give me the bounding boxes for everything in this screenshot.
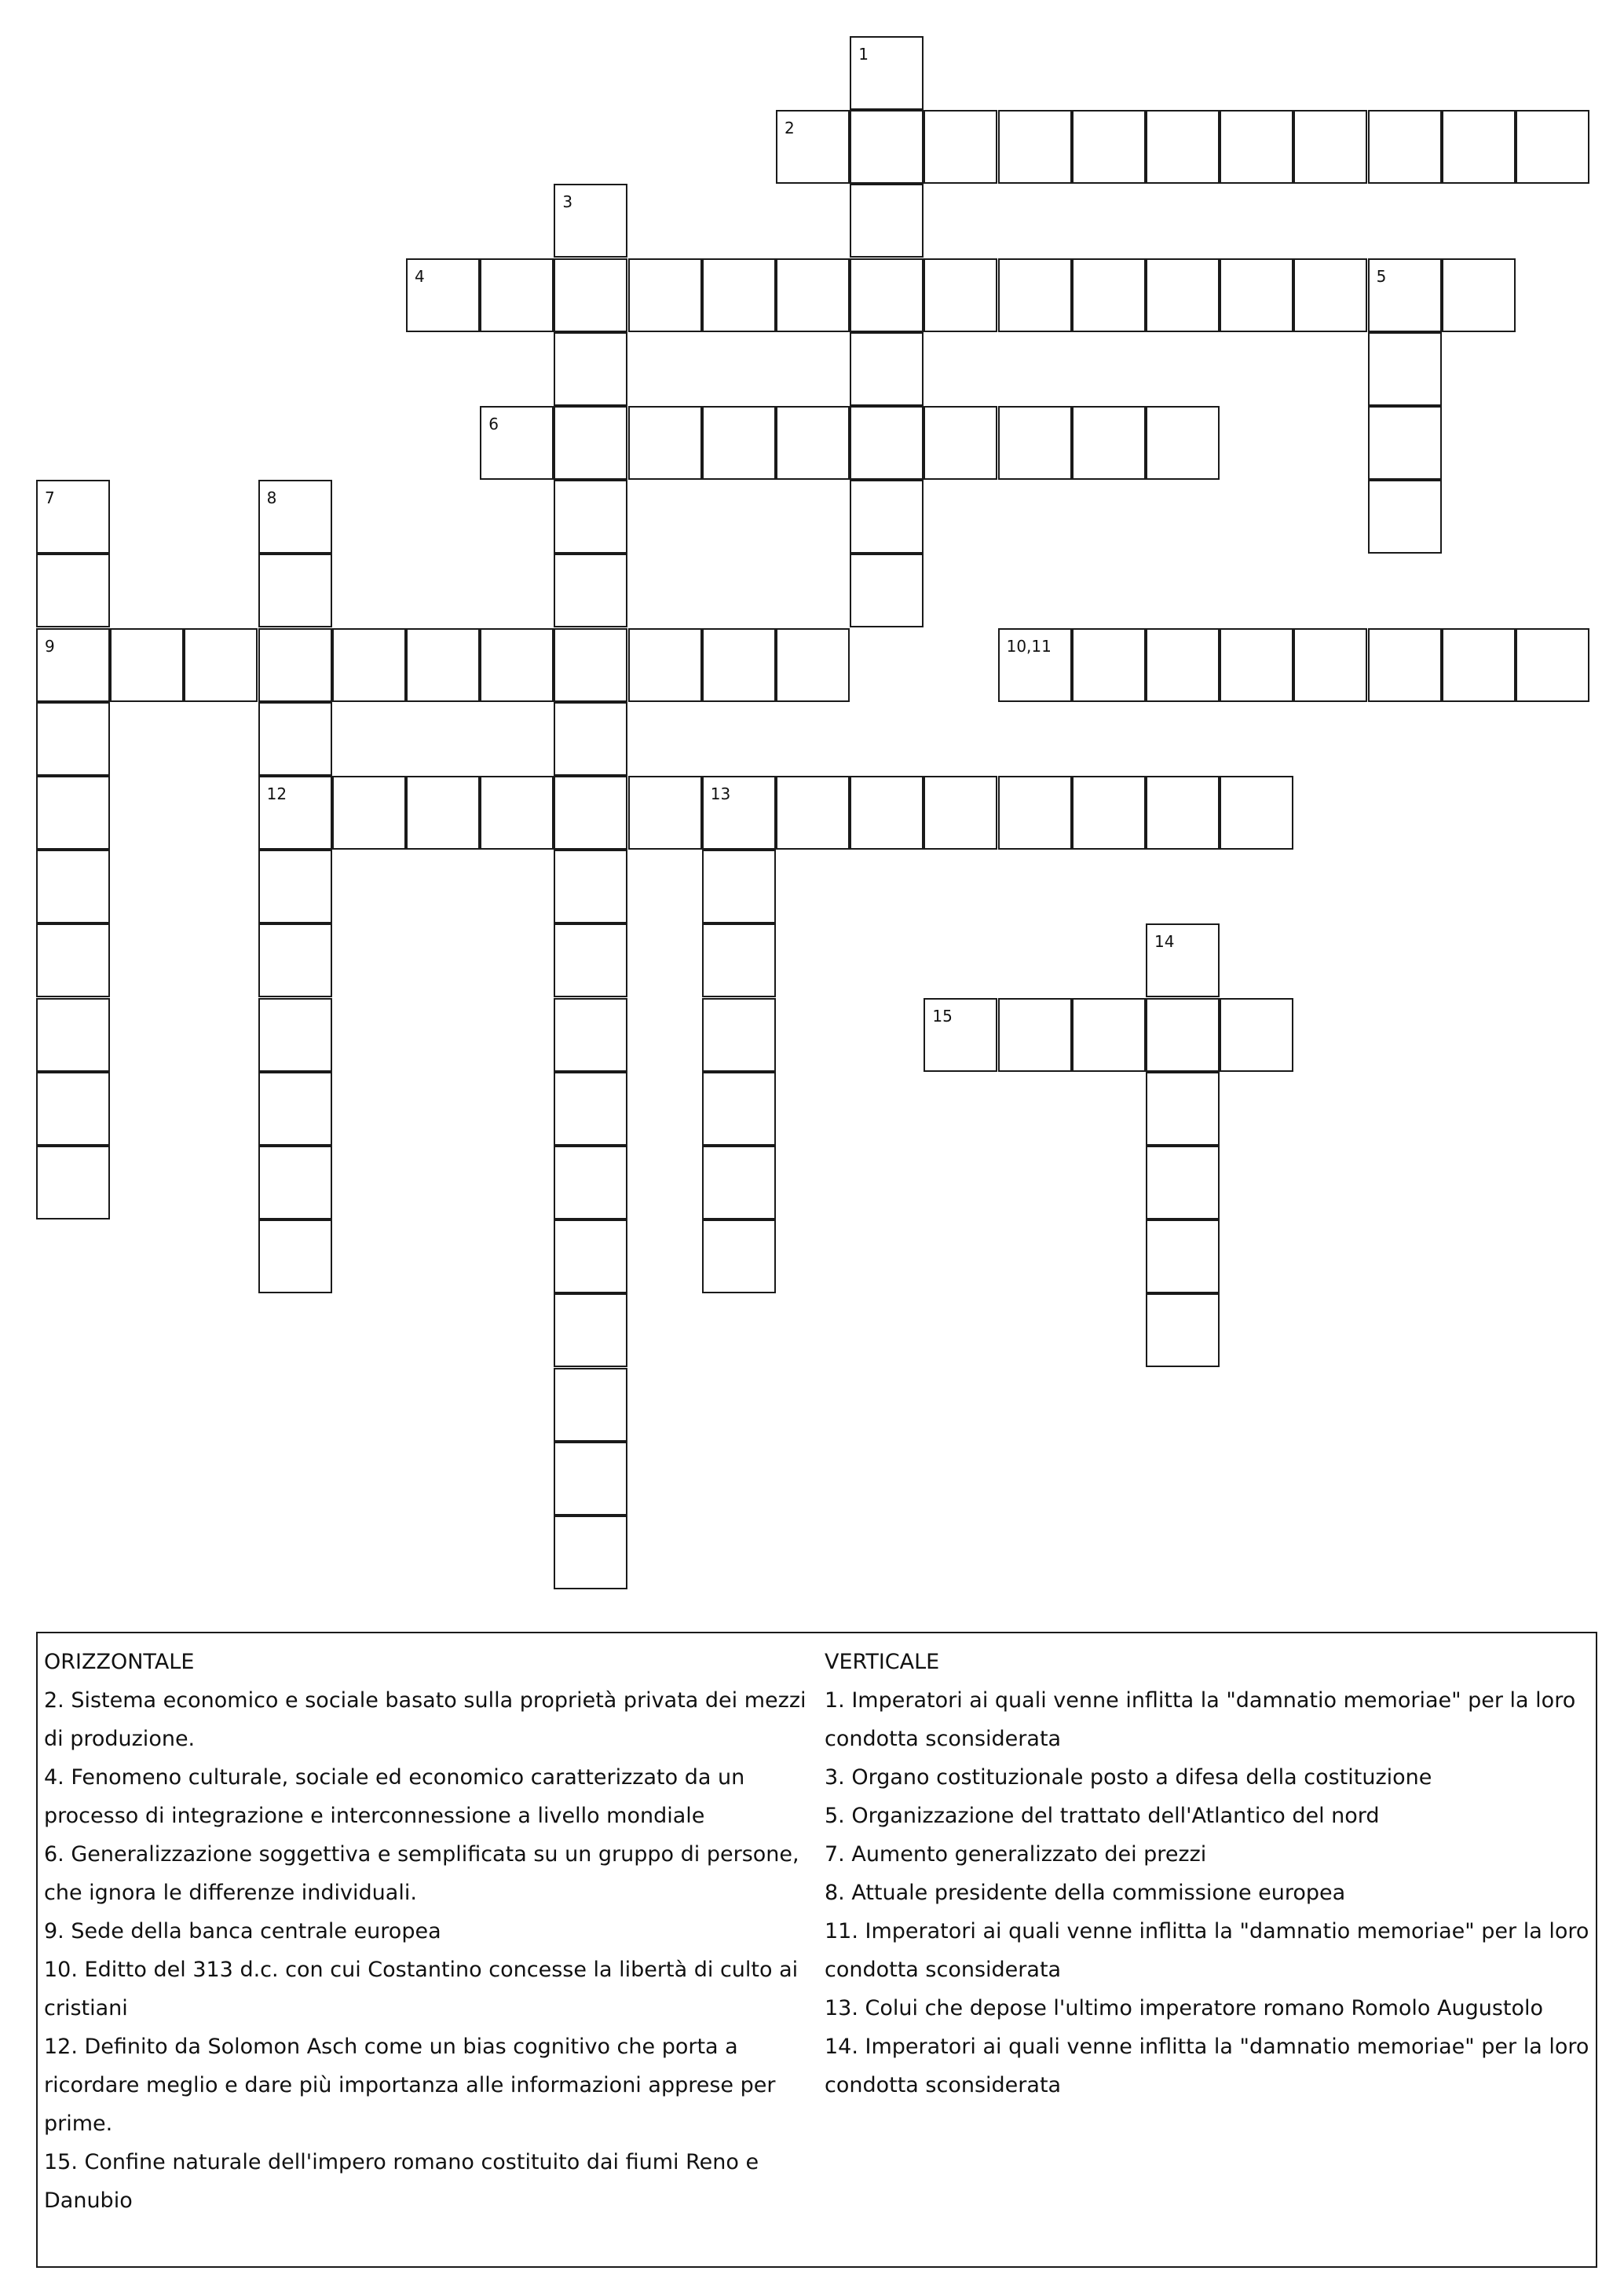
crossword-cell[interactable] [554, 332, 627, 406]
clue-number-label: 2 [785, 119, 795, 138]
clue-number-label: 13 [710, 784, 731, 803]
crossword-cell[interactable] [1220, 998, 1293, 1072]
clue-v1: 1. Imperatori ai quali venne inflitta la "damnatio memoriae" per la loro condotta sconsiderata [825, 1688, 1576, 1751]
crossword-cell[interactable] [184, 628, 258, 702]
crossword-cell[interactable] [406, 776, 480, 850]
crossword-cell[interactable] [258, 923, 332, 997]
clue-number-label: 4 [415, 266, 425, 286]
crossword-cell[interactable] [36, 850, 110, 923]
crossword-cell[interactable] [1293, 628, 1367, 702]
crossword-cell[interactable] [998, 110, 1072, 184]
clue-h12: 12. Definito da Solomon Asch come un bias cognitivo che porta a ricordare meglio e dare più importanza alle informazioni apprese per prime. [44, 2035, 776, 2136]
crossword-cell[interactable] [702, 406, 776, 480]
crossword-cell[interactable] [1220, 628, 1293, 702]
clue-number-label: 5 [1376, 266, 1387, 286]
crossword-cell[interactable] [628, 776, 702, 850]
crossword-cell[interactable] [406, 628, 480, 702]
crossword-cell[interactable] [702, 1219, 776, 1293]
crossword-cell[interactable] [554, 258, 627, 332]
crossword-cell[interactable] [332, 628, 406, 702]
crossword-cell[interactable] [480, 258, 554, 332]
crossword-cell[interactable] [702, 923, 776, 997]
clue-number-label: 15 [932, 1006, 953, 1026]
crossword-cell[interactable] [258, 1072, 332, 1146]
clue-v5: 5. Organizzazione del trattato dell'Atlantico del nord [825, 1804, 1380, 1828]
crossword-cell[interactable] [702, 998, 776, 1072]
crossword-cell[interactable] [1442, 628, 1516, 702]
clue-number-label: 6 [488, 415, 499, 433]
crossword-cell[interactable] [998, 258, 1072, 332]
crossword-cell[interactable] [1072, 628, 1146, 702]
clue-number-label: 8 [266, 488, 277, 508]
crossword-cell[interactable] [1368, 406, 1442, 480]
crossword-cell[interactable] [554, 1146, 627, 1219]
crossword-cell[interactable] [702, 1146, 776, 1219]
crossword-cell[interactable] [554, 923, 627, 997]
clue-number-label: 9 [45, 636, 55, 656]
clue-v11: 11. Imperatori ai quali venne inflitta la "damnatio memoriae" per la loro condotta sconsiderata [825, 1919, 1589, 1982]
crossword-cell[interactable] [554, 1219, 627, 1293]
crossword-cell[interactable] [1072, 110, 1146, 184]
crossword-cell[interactable] [850, 406, 924, 480]
clue-v13: 13. Colui che depose l'ultimo imperatore romano Romolo Augustolo [825, 1996, 1544, 2020]
crossword-cell[interactable] [332, 776, 406, 850]
crossword-cell[interactable] [1220, 258, 1293, 332]
crossword-cell[interactable] [1072, 406, 1146, 480]
crossword-cell[interactable] [1146, 628, 1220, 702]
crossword-cell[interactable] [36, 776, 110, 850]
crossword-cell[interactable] [258, 554, 332, 627]
crossword-cell[interactable] [850, 554, 924, 627]
crossword-cell[interactable] [1516, 628, 1589, 702]
horizontal-clues [44, 1643, 821, 2220]
crossword-cell[interactable] [554, 406, 627, 480]
crossword-cell[interactable] [1293, 110, 1367, 184]
clue-h6: 6. Generalizzazione soggettiva e semplificata su un gruppo di persone, che ignora le differenze individuali. [44, 1842, 799, 1905]
clue-number-label: 7 [45, 488, 55, 508]
crossword-cell[interactable] [1146, 110, 1220, 184]
crossword-cell[interactable] [1368, 332, 1442, 406]
crossword-cell[interactable] [628, 628, 702, 702]
crossword-cell[interactable] [850, 480, 924, 554]
crossword-cell[interactable] [554, 776, 627, 850]
clues-box [36, 1632, 1597, 2268]
crossword-cell[interactable] [554, 554, 627, 627]
crossword-cell[interactable] [924, 258, 997, 332]
crossword-cell[interactable] [776, 776, 850, 850]
crossword-cell[interactable] [1146, 1219, 1220, 1293]
crossword-cell[interactable] [554, 1368, 627, 1442]
clue-v7: 7. Aumento generalizzato dei prezzi [825, 1842, 1207, 1867]
crossword-cell[interactable] [1072, 258, 1146, 332]
crossword-cell[interactable] [1146, 258, 1220, 332]
clue-h2: 2. Sistema economico e sociale basato sulla proprietà privata dei mezzi di produzione. [44, 1688, 807, 1751]
crossword-cell[interactable] [1146, 776, 1220, 850]
crossword-cell[interactable] [554, 702, 627, 776]
crossword-cell[interactable] [258, 850, 332, 923]
clue-v3: 3. Organo costituzionale posto a difesa della costituzione [825, 1765, 1432, 1790]
clue-v8: 8. Attuale presidente della commissione europea [825, 1881, 1346, 1905]
crossword-cell[interactable] [480, 628, 554, 702]
crossword-cell[interactable] [554, 480, 627, 554]
crossword-cell[interactable] [1146, 406, 1220, 480]
horizontal-title: ORIZZONTALE [44, 1650, 195, 1674]
clue-number-label: 1 [858, 45, 869, 64]
crossword-cell[interactable] [776, 258, 850, 332]
vertical-title: VERTICALE [825, 1650, 940, 1674]
crossword-cell[interactable] [850, 332, 924, 406]
crossword-cell[interactable] [554, 628, 627, 702]
crossword-cell[interactable] [1220, 110, 1293, 184]
crossword-cell[interactable] [36, 702, 110, 776]
crossword-cell[interactable] [258, 1219, 332, 1293]
crossword-cell[interactable] [110, 628, 184, 702]
crossword-cell[interactable] [850, 110, 924, 184]
crossword-cell[interactable] [776, 406, 850, 480]
crossword-cell[interactable] [36, 554, 110, 627]
crossword-cell[interactable] [998, 776, 1072, 850]
crossword-cell[interactable] [776, 628, 850, 702]
crossword-cell[interactable] [554, 1293, 627, 1367]
crossword-cell[interactable] [36, 923, 110, 997]
crossword-cell[interactable] [554, 1442, 627, 1516]
clue-number-label: 12 [266, 784, 287, 803]
crossword-cell[interactable] [1516, 110, 1589, 184]
crossword-cell[interactable] [258, 1146, 332, 1219]
crossword-cell[interactable] [628, 406, 702, 480]
clue-v14: 14. Imperatori ai quali venne inflitta la "damnatio memoriae" per la loro condotta sconsiderata [825, 2035, 1589, 2097]
crossword-cell[interactable] [702, 628, 776, 702]
crossword-cell[interactable] [702, 850, 776, 923]
crossword-cell[interactable] [924, 110, 997, 184]
crossword-cell[interactable] [1293, 258, 1367, 332]
crossword-cell[interactable] [554, 1516, 627, 1589]
crossword-cell[interactable] [1442, 110, 1516, 184]
crossword-cell[interactable] [554, 850, 627, 923]
clue-h4: 4. Fenomeno culturale, sociale ed economico caratterizzato da un processo di integrazione e interconnessione a livello mondiale [44, 1765, 745, 1828]
crossword-cell[interactable] [258, 998, 332, 1072]
clue-number-label: 3 [562, 192, 573, 212]
crossword-cell[interactable] [1146, 1072, 1220, 1146]
crossword-cell[interactable] [850, 258, 924, 332]
clue-number-label: 14 [1154, 932, 1175, 952]
crossword-cell[interactable] [1442, 258, 1516, 332]
crossword-cell[interactable] [998, 406, 1072, 480]
clue-h15: 15. Confine naturale dell'impero romano costituito dai fiumi Reno e Danubio [44, 2150, 759, 2213]
crossword-cell[interactable] [1146, 1146, 1220, 1219]
crossword-cell[interactable] [628, 258, 702, 332]
crossword-cell[interactable] [1368, 110, 1442, 184]
crossword-cell[interactable] [1072, 998, 1146, 1072]
crossword-cell[interactable] [258, 628, 332, 702]
crossword-cell[interactable] [554, 998, 627, 1072]
crossword-cell[interactable] [1146, 998, 1220, 1072]
crossword-cell[interactable] [702, 258, 776, 332]
crossword-cell[interactable] [36, 998, 110, 1072]
crossword-cell[interactable] [554, 1072, 627, 1146]
crossword-cell[interactable] [36, 1072, 110, 1146]
crossword-cell[interactable] [1146, 1293, 1220, 1367]
crossword-cell[interactable] [1220, 776, 1293, 850]
crossword-cell[interactable] [850, 184, 924, 258]
crossword-cell[interactable] [1072, 776, 1146, 850]
crossword-cell[interactable] [258, 702, 332, 776]
crossword-cell[interactable] [998, 998, 1072, 1072]
crossword-cell[interactable] [36, 1146, 110, 1219]
crossword-cell[interactable] [702, 1072, 776, 1146]
crossword-cell[interactable] [924, 406, 997, 480]
clue-h9: 9. Sede della banca centrale europea [44, 1919, 441, 1943]
crossword-cell[interactable] [1368, 628, 1442, 702]
clue-number-label: 10,11 [1006, 636, 1052, 656]
crossword-cell[interactable] [924, 776, 997, 850]
crossword-cell[interactable] [850, 776, 924, 850]
crossword-cell[interactable] [480, 776, 554, 850]
vertical-clues [825, 1643, 1594, 2104]
clue-h10: 10. Editto del 313 d.c. con cui Costantino concesse la libertà di culto ai cristiani [44, 1958, 799, 2020]
crossword-cell[interactable] [1368, 480, 1442, 554]
